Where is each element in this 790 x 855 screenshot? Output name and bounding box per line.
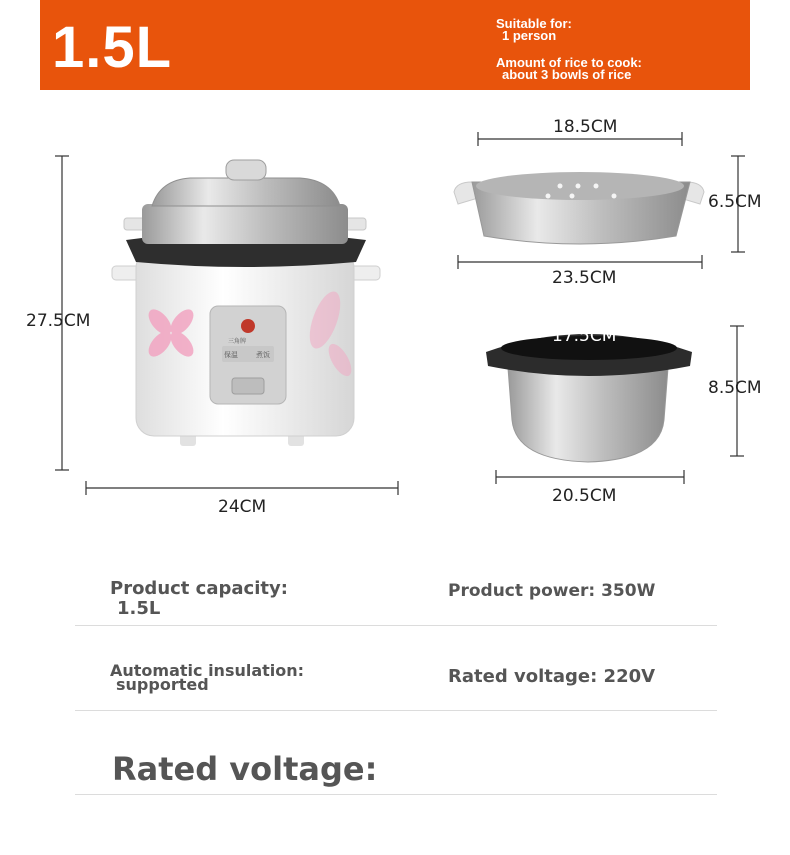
suitable-label: Suitable for:: [496, 16, 572, 31]
spec-insulation: [110, 661, 305, 694]
rice-amount-label: Amount of rice to cook:: [496, 55, 642, 70]
steamer-top-label: 18.5CM: [553, 117, 618, 137]
pot-top-label: 17.5CM: [552, 326, 617, 346]
pot-bottom-label: 20.5CM: [552, 486, 617, 506]
divider: [75, 794, 717, 795]
spec-voltage-large: Rated voltage:: [112, 750, 378, 788]
suitable-value: 1 person: [502, 28, 557, 43]
spec-capacity: [110, 579, 288, 619]
divider: [75, 625, 717, 626]
steamer-height-label: 6.5CM: [708, 192, 762, 212]
spec-insulation-value: supported: [116, 675, 209, 694]
rice-amount-value: about 3 bowls of rice: [502, 67, 632, 82]
cooker-width-label: 24CM: [218, 497, 267, 517]
spec-voltage: Rated voltage: 220V: [448, 666, 656, 687]
pot-height-label: 8.5CM: [708, 378, 762, 398]
divider: [75, 710, 717, 711]
spec-power: Product power: 350W: [448, 581, 656, 601]
capacity-title: 1.5L: [52, 15, 173, 80]
warm-indicator-label: 保温: [224, 352, 238, 359]
spec-capacity-label: Product capacity:: [110, 578, 288, 599]
spec-insulation-label: Automatic insulation:: [110, 661, 305, 680]
cooker-brand-text: 三角牌: [228, 339, 247, 345]
cooker-height-label: 27.5CM: [26, 311, 91, 331]
steamer-bottom-label: 23.5CM: [552, 268, 617, 288]
spec-capacity-value: 1.5L: [117, 598, 161, 619]
cook-indicator-label: 煮饭: [256, 352, 270, 359]
